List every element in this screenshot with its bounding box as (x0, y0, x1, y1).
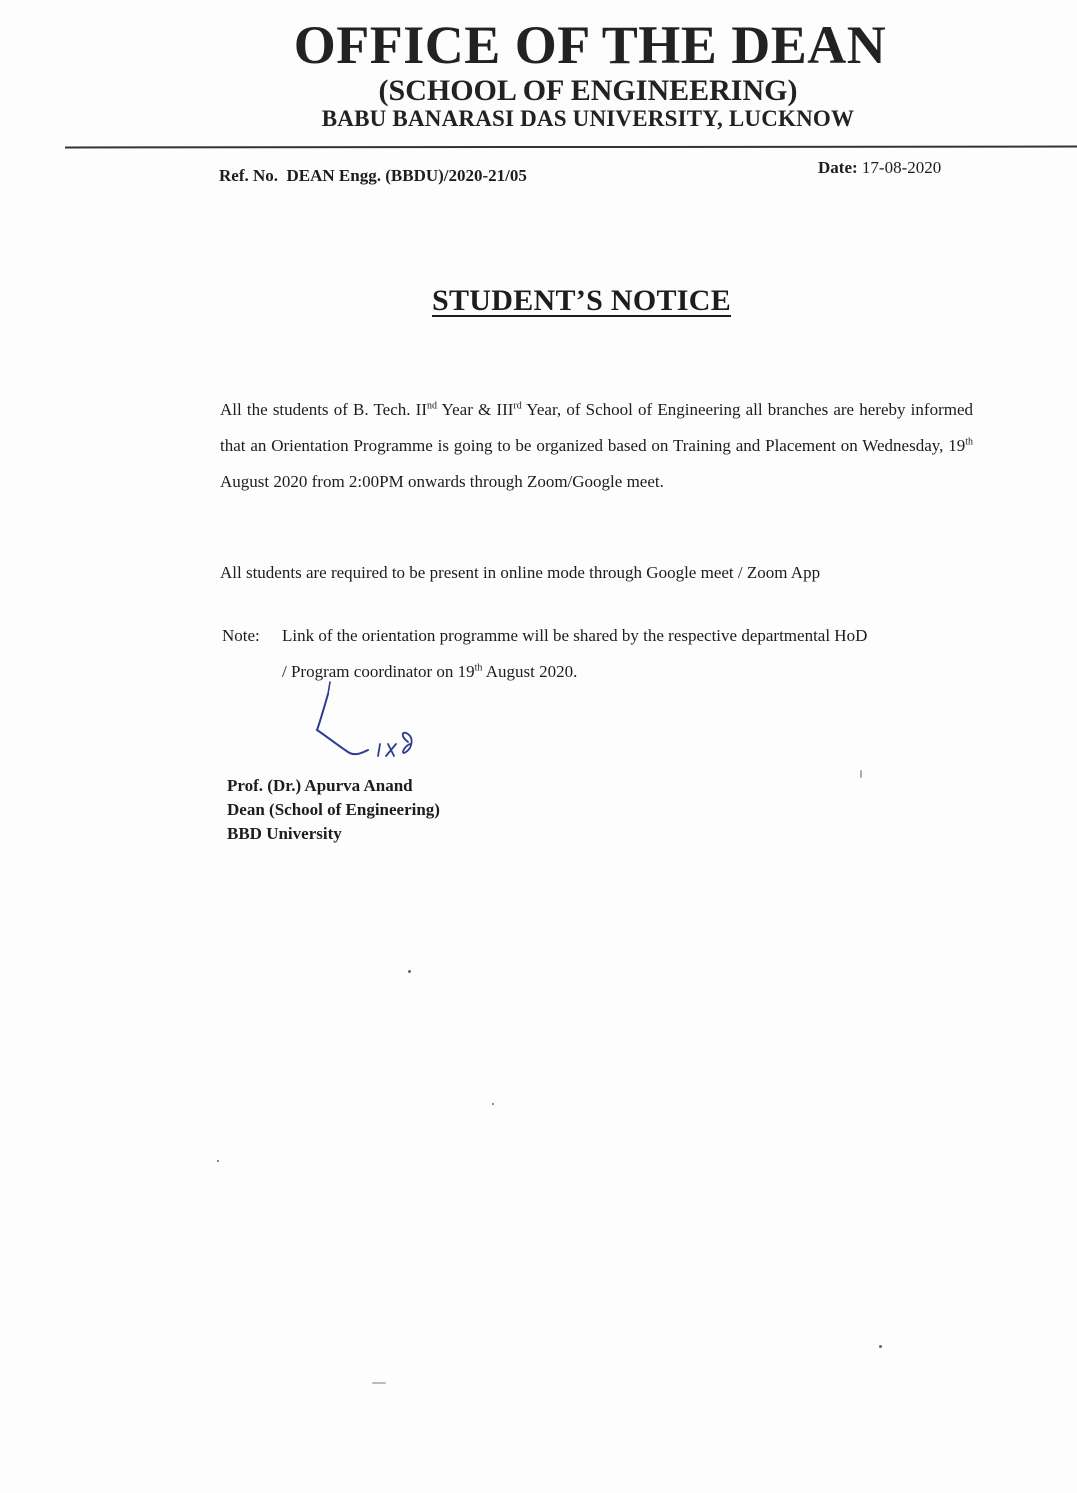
scan-speck (492, 1103, 494, 1105)
school-subtitle: (SCHOOL OF ENGINEERING) (378, 74, 798, 107)
scan-speck (372, 1382, 386, 1384)
para1-part-c: Year, of School of Engineering all branches are hereby informed that an Orientation Programme is going to be organized based on Training and Placement on Wednesday, 19 (220, 400, 973, 455)
date-value: 17-08-2020 (861, 158, 942, 177)
signatory-designation: Dean (School of Engineering) (227, 800, 440, 819)
notice-heading: STUDENT’S NOTICE (432, 284, 732, 317)
date-label: Date: (818, 158, 858, 177)
signatory-block (227, 774, 440, 846)
notice-paragraph-1 (220, 392, 973, 500)
scan-speck (860, 770, 862, 778)
para1-sup-2: rd (513, 400, 522, 412)
scan-speck (408, 970, 411, 973)
note-line-2-b: August 2020. (482, 662, 578, 681)
notice-paragraph-2: All students are required to be present in online mode through Google meet / Zoom App (220, 563, 821, 582)
note-line-2-sup: th (474, 662, 483, 674)
para1-sup-1: nd (427, 400, 437, 412)
note-line-2-a: / Program coordinator on 19 (282, 662, 475, 681)
para1-sup-3: th (965, 436, 973, 448)
note-line-1 (222, 618, 982, 654)
reference-number (219, 166, 527, 186)
para1-part-b: Year & III (437, 400, 514, 419)
scan-speck (217, 1160, 219, 1162)
para1-part-d: August 2020 from 2:00PM onwards through Zoom/Google meet. (220, 472, 664, 491)
signatory-name: Prof. (Dr.) Apurva Anand (227, 776, 413, 795)
notice-date (818, 158, 941, 178)
header-divider (65, 146, 1077, 149)
university-name: BABU BANARASI DAS UNIVERSITY, LUCKNOW (321, 106, 855, 131)
note-line-1-text: Link of the orientation programme will be shared by the respective departmental HoD (282, 626, 868, 645)
reference-label: Ref. No. (219, 166, 279, 185)
reference-value: DEAN Engg. (BBDU)/2020-21/05 (286, 166, 527, 185)
para1-part-a: All the students of B. Tech. II (220, 400, 427, 419)
scan-speck (879, 1345, 882, 1348)
note-label: Note: (222, 626, 260, 645)
handwritten-signature (300, 672, 460, 782)
office-title: OFFICE OF THE DEAN (293, 15, 887, 75)
signatory-institution: BBD University (227, 824, 342, 843)
